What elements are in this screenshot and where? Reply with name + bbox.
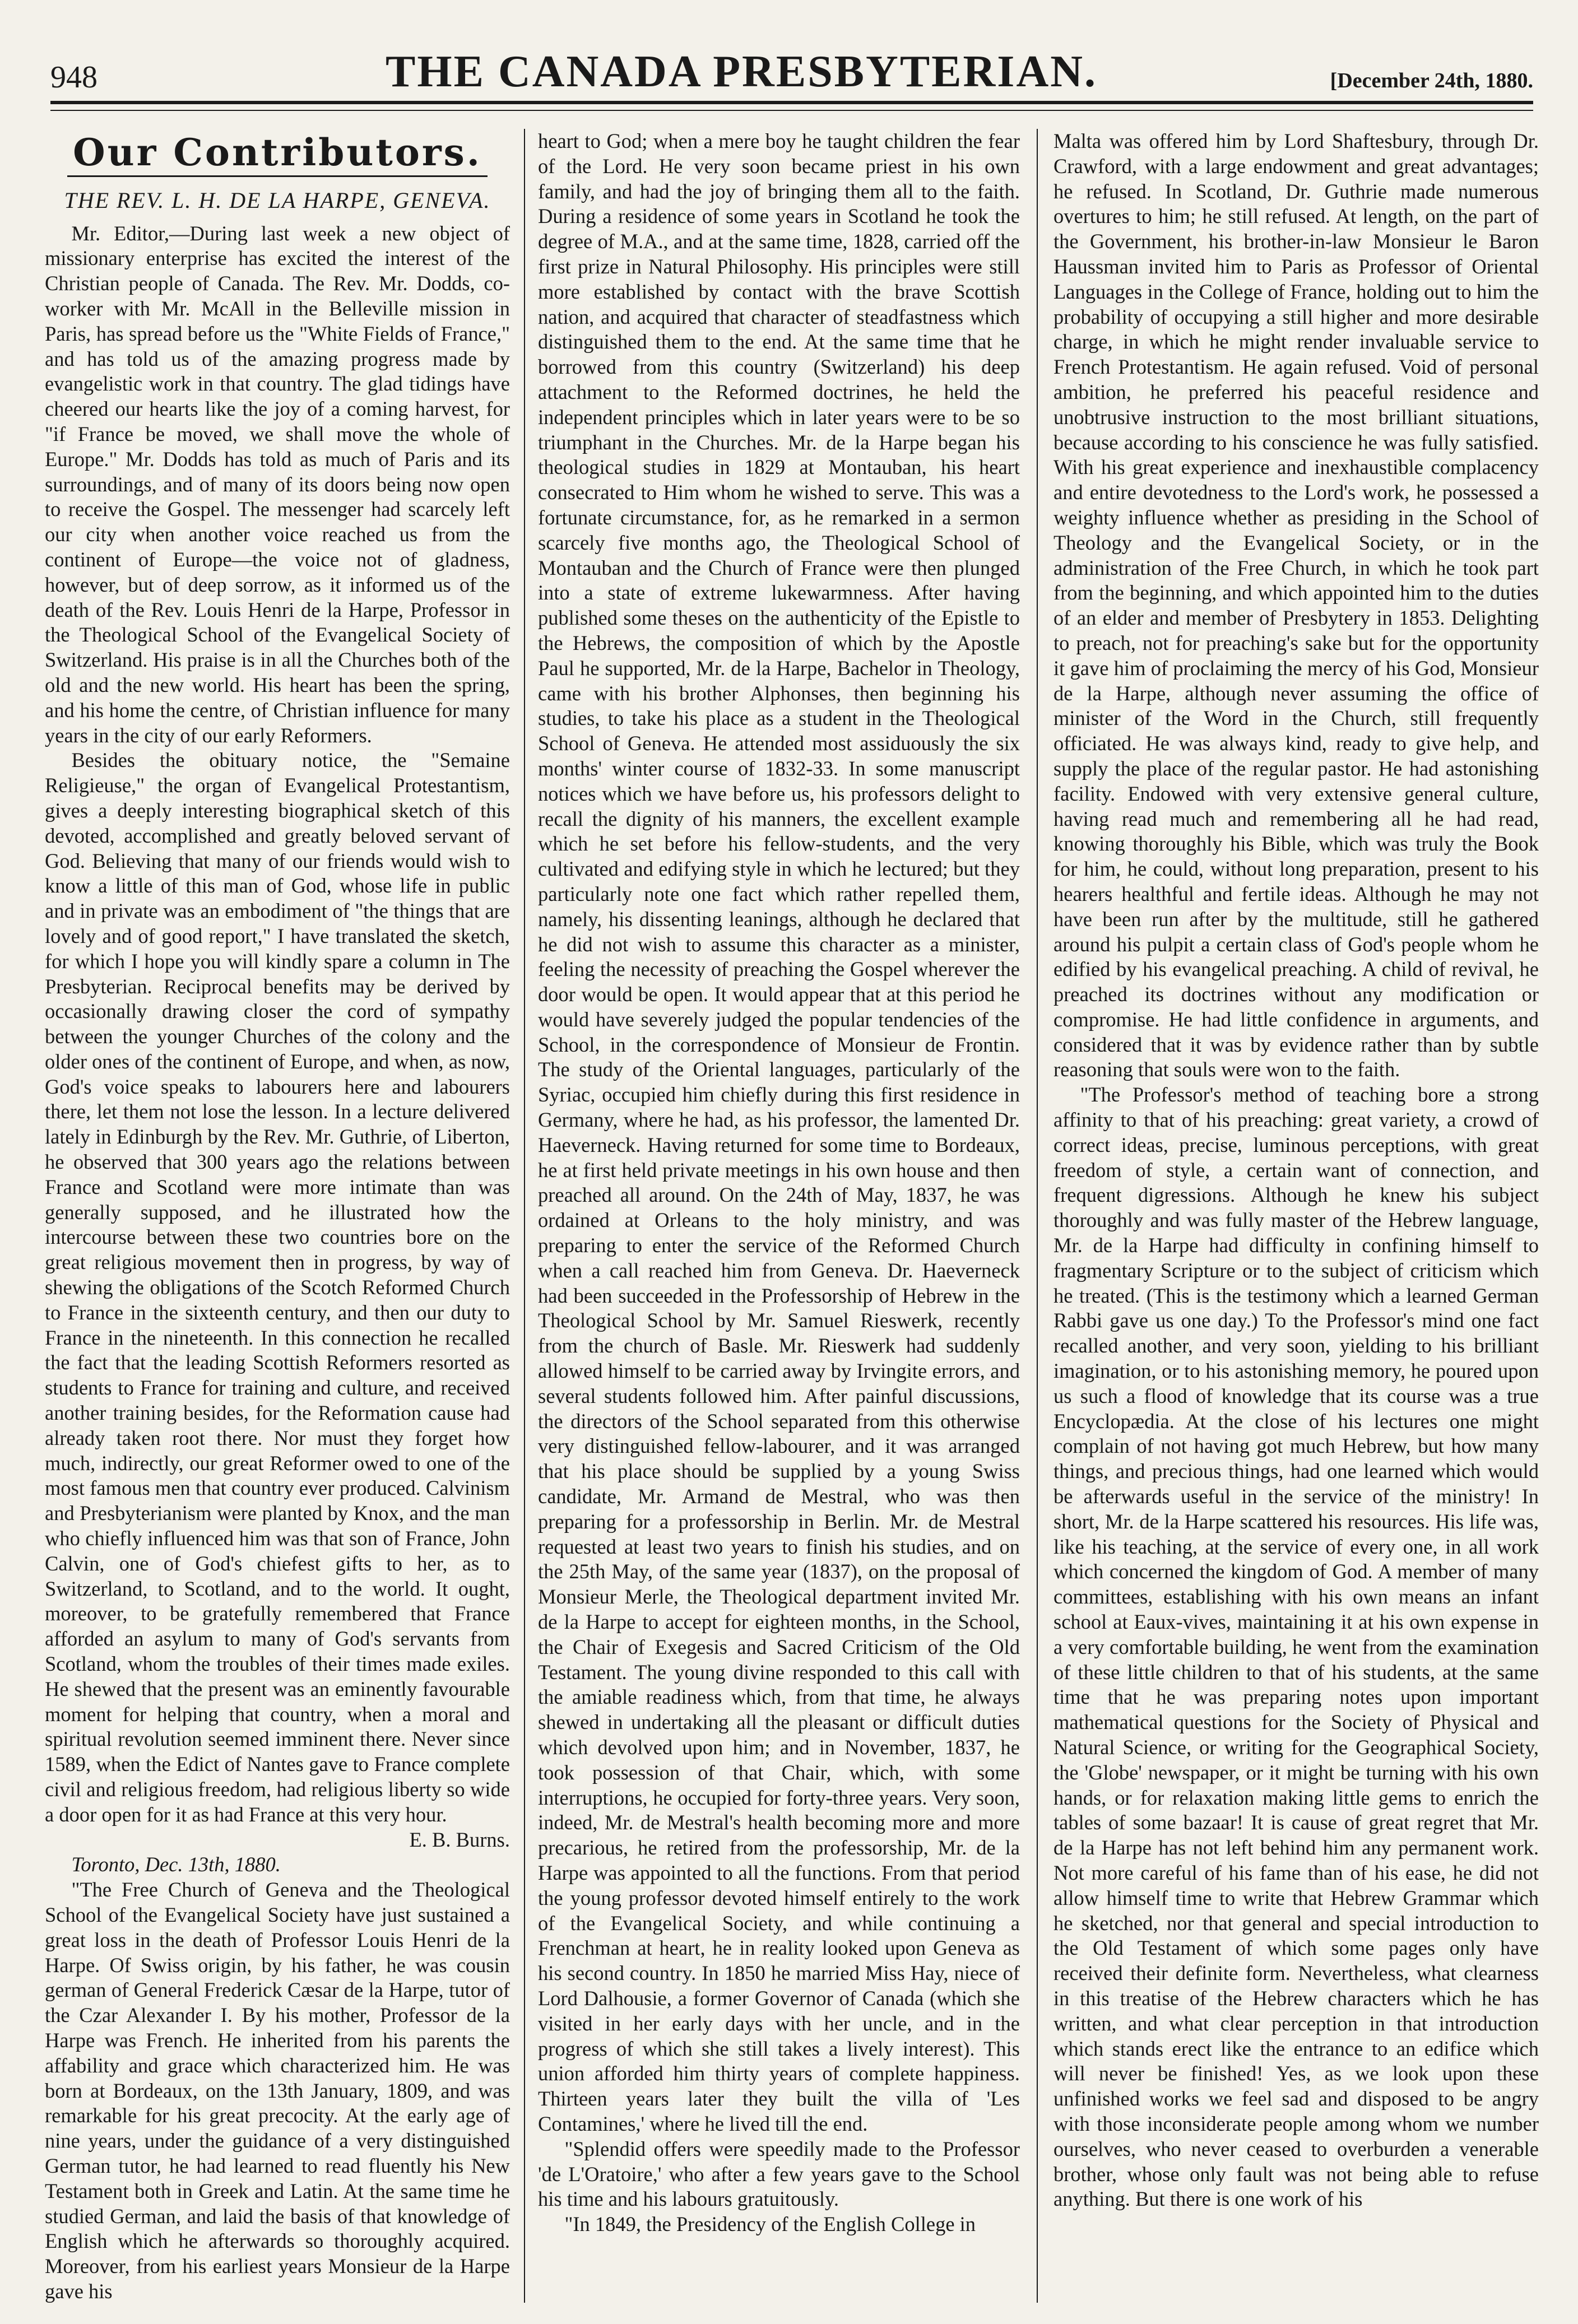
article-paragraph: "The Professor's method of teaching bore a strong affinity to that of his preaching: great variety, a crowd of correct ideas, precise, luminous perceptions, with great freedom of style, a certain want of connection, and frequent digressions. Although he knew his subject thoroughly and was fully master of the Hebrew language, Mr. de la Harpe had difficulty in confining himself to fragmentary Scripture or to the subject of criticism which he treated. (This is the testimony which a learned German Rabbi gave us one day.) To the Professor's mind one fact recalled another, and very soon, yielding to his brilliant imagination, or to his astonishing memory, he poured upon us such a flood of knowledge that its course was a true Encyclopædia. At the close of his lectures one might complain of not having got much Hebrew, but how many things, and precious things, had one learned which would be afterwards useful in the service of the ministry! In short, Mr. de la Harpe scattered his resources. His life was, like his teaching, at the service of every one, in all work which concerned the kingdom of God. A member of many committees, establishing with his own means an infant school at Eaux-vives, maintaining it at his own expense in a very comfortable building, he went from the examination of these little children to that of his students, at the same time that he was preparing notes upon important mathematical questions for the Society of Physical and Natural Science, or writing for the Geographical Society, the 'Globe' newspaper, or it might be turning with his own hands, or for relaxation making little gems to enrich the tables of some bazaar! It is cause of great regret that Mr. de la Harpe has not left behind him any permanent work. Not more careful of his fame than of his ease, he did not allow himself time to write that Hebrew Grammar which he sketched, nor that general and special introduction to the Old Testament of which some pages only have received their definite form. Nevertheless, what clearness in this treatise of the Hebrew characters which he has written, and what clear perception in that introduction which stands erect like the entrance to an edifice which will never be finished! Yes, as we look upon these unfinished works we feel sad and disposed to be angry with those inconsiderate people among whom we number ourselves, who never ceased to overburden a venerable brother, whose only fault was not being able to refuse anything. But there is one work of his — [1053, 1083, 1539, 2211]
article-paragraph: "In 1849, the Presidency of the English College in — [564, 2213, 976, 2236]
masthead — [50, 34, 1533, 104]
column-2 — [538, 129, 1020, 2303]
column-1 — [45, 129, 510, 2303]
article-paragraph: heart to God; when a mere boy he taught children the fear of the Lord. He very soon became priest in his own family, and had the joy of bringing them all to the faith. During a residence of some years in Scotland he took the degree of M.A., and at the same time, 1828, carried off the first prize in Natural Philosophy. His principles were still more established by contact with the brave Scottish nation, and acquired that character of steadfastness which distinguished them to the end. At the same time that he borrowed from this country (Switzerland) his deep attachment to the Reformed doctrines, he held the independent principles which in later years were to be so triumphant in the Churches. Mr. de la Harpe began his theological studies in 1829 at Montauban, his heart consecrated to Him whom he wished to serve. This was a fortunate circumstance, for, as he remarked in a sermon scarcely five months ago, the Theological School of Montauban and the Church of France were then plunged into a state of extreme lukewarmness. After having published some theses on the authenticity of the Epistle to the Hebrews, the composition of which by the Apostle Paul he supported, Mr. de la Harpe, Bachelor in Theology, came with his brother Alphonses, then beginning his studies, to take his place as a student in the Theological School of Geneva. He attended most assiduously the six months' winter course of 1832-33. In some manuscript notices which we have before us, his professors delight to recall the dignity of his manners, the excellent example which he set before his fellow-students, and the very cultivated and edifying style in which he lectured; but they particularly note one fact which rather repelled them, namely, his dissenting leanings, although he declared that he did not wish to assume this character as a minister, feeling the necessity of preaching the Gospel wherever the door would be open. It would appear that at this period he would have severely judged the popular tendencies of the School, in the correspondence of Monsieur de Frontin. The study of the Oriental languages, particularly of the Syriac, occupied him chiefly during this first residence in Germany, where he had, as his professor, the lamented Dr. Haeverneck. Having returned for some time to Bordeaux, he at first held private meetings in his own house and then preached all around. On the 24th of May, 1837, he was ordained at Orleans to the holy ministry, and was preparing to enter the service of the Reformed Church when a call reached him from Geneva. Dr. Haeverneck had been succeeded in the Professorship of Hebrew in the Theological School by Mr. Samuel Rieswerk, recently from the church of Basle. Mr. Rieswerk had suddenly allowed himself to be carried away by Irvingite errors, and several students followed him. After painful discussions, the directors of the School separated from this otherwise very distinguished fellow-labourer, and it was arranged that his place should be supplied by a young Swiss candidate, Mr. Armand de Mestral, who was then preparing for a professorship in Berlin. Mr. de Mestral requested at least two years to finish his studies, and on the 25th May, of the same year (1837), on the proposal of Monsieur Merle, the Theological department invited Mr. de la Harpe to accept for eighteen months, in the School, the Chair of Exegesis and Sacred Criticism of the Old Testament. The young divine responded to this call with the amiable readiness which, from that time, he always shewed in undertaking all the pleasant or difficult duties which devolved upon him; and in November, 1837, he took possession of that Chair, which, with some interruptions, he occupied for forty-three years. Very soon, indeed, Mr. de Mestral's health becoming more and more precarious, he retired from the professorship, Mr. de la Harpe was appointed to all the functions. From that period the young professor devoted himself entirely to the work of the Evangelical Society, and while continuing a Frenchman at heart, he in reality looked upon Geneva as his second country. In 1850 he married Miss Hay, niece of Lord Dalhousie, a former Governor of Canada (which she visited in her early days with her uncle, and in the progress of which she still takes a lively interest). This union afforded him thirty years of complete happiness. Thirteen years later they built the villa of 'Les Contamines,' where he lived till the end. — [538, 129, 1020, 2135]
article-paragraph: Malta was offered him by Lord Shaftesbury, through Dr. Crawford, with a large endowment and great advantages; he refused. In Scotland, Dr. Guthrie made numerous overtures to him; he still refused. At length, on the part of the Government, his brother-in-law Monsieur le Baron Haussman invited him to Paris as Professor of Oriental Languages in the College of France, holding out to him the probability of occupying a still higher and more desirable charge, in which he might render invaluable service to French Protestantism. He again refused. Void of personal ambition, he preferred his peaceful residence and unobtrusive instruction to the most brilliant situations, because according to his conscience he was fully satisfied. With his great experience and inexhaustible complacency and entire devotedness to the Lord's work, he possessed a weighty influence whether as presiding in the School of Theology and the Evangelical Society, or in the administration of the Free Church, in which he took part from the beginning, and which appointed him to the duties of an elder and member of Presbytery in 1853. Delighting to preach, not for preaching's sake but for the opportunity it gave him of proclaiming the mercy of his God, Monsieur de la Harpe, although never assuming the office of minister of the Word in the Church, still frequently officiated. He was always kind, ready to give help, and supply the place of the regular pastor. He had astonishing facility. Endowed with very extensive general culture, having read much and remembering all he had read, knowing thoroughly his Bible, which was truly the Book for him, he could, without long preparation, present to his hearers healthful and fertile ideas. Although he may not have been run after by the multitude, still he gathered around his pulpit a certain class of God's people whom he edified by his evangelical preaching. A child of revival, he preached its doctrines without any modification or compromise. He had little confidence in arguments, and considered that it was by evidence rather than by subtle reasoning that souls were won to the faith. — [1053, 129, 1539, 1081]
page-number: 948 — [50, 60, 98, 95]
article-paragraph: Mr. Editor,—During last week a new object of missionary enterprise has excited the interest of the Christian people of Canada. The Rev. Mr. Dodds, co-worker with Mr. McAll in the Belleville mission in Paris, has spread before us the "White Fields of France," and has told us of the amazing progress made by evangelistic work in that country. The glad tidings have cheered our hearts like the joy of a coming harvest, for "if France be moved, we shall move the whole of Europe." Mr. Dodds has told as much of Paris and its surroundings, and of many of its doors being now open to receive the Gospel. The messenger had scarcely left our city when another voice reached us from the continent of Europe—the voice not of gladness, however, but of deep sorrow, as it informed us of the death of the Rev. Louis Henri de la Harpe, Professor in the Theological School of the Evangelical Society of Switzerland. His praise is in all the Churches both of the old and the new world. His heart has been the spring, and his home the centre, of Christian influence for many years in the city of our early Reformers. — [45, 221, 510, 747]
issue-date: [December 24th, 1880. — [1330, 69, 1533, 92]
article-paragraph: Besides the obituary notice, the "Semaine Religieuse," the organ of Evangelical Protestantism, gives a deeply interesting biographical sketch of this devoted, accomplished and greatly beloved servant of God. Believing that many of our friends would wish to know a little of this man of God, whose life in public and in private was an embodiment of "the things that are lovely and of good report," I have translated the sketch, for which I hope you will kindly spare a column in The Presbyterian. Reciprocal benefits may be derived by occasionally drawing closer the cord of sympathy between the younger Churches of the colony and the older ones of the continent of Europe, and when, as now, God's voice speaks to labourers here and labourers there, let them not lose the lesson. In a lecture delivered lately in Edinburgh by the Rev. Mr. Guthrie, of Liberton, he observed that 300 years ago the relations between France and Scotland were more intimate than was generally supposed, and he illustrated how the intercourse between these two countries bore on the great religious movement then in progress, by way of shewing the obligations of the Scotch Reformed Church to France in the sixteenth century, and then our duty to France in the nineteenth. In this connection he recalled the fact that the leading Scottish Reformers resorted as students to France for training and culture, and received another training besides, for the Reformation cause had already taken root there. Nor must they forget how much, indirectly, our great Reformer owed to one of the most famous men that country ever produced. Calvinism and Presbyterianism were planted by Knox, and the man who chiefly influenced him was that son of France, John Calvin, one of God's chiefest gifts to her, as to Switzerland, to Scotland, and to the world. It ought, moreover, to be gratefully remembered that France afforded an asylum to many of God's servants from Scotland, whom the troubles of their times made exiles. He shewed that the present was an eminently favourable moment for helping that country, when a moral and spiritual revolution seemed imminent there. Never since 1589, when the Edict of Nantes gave to France complete civil and religious freedom, had religious liberty so wide a door open for it as had France at this very hour. — [45, 749, 510, 1826]
article-title: THE REV. L. H. DE LA HARPE, GENEVA. — [64, 187, 491, 213]
column-divider — [524, 129, 525, 2303]
author-signature: E. B. Burns. — [409, 1828, 510, 1851]
article-paragraph: "Splendid offers were speedily made to the Professor 'de L'Oratoire,' who after a few years gave to the School his time and his labours gratuitously. — [538, 2137, 1020, 2211]
dateline: Toronto, Dec. 13th, 1880. — [71, 1853, 281, 1876]
column-3 — [1053, 129, 1539, 2303]
section-heading: Our Contributors. — [73, 131, 482, 174]
article-paragraph: "The Free Church of Geneva and the Theological School of the Evangelical Society have just sustained a great loss in the death of Professor Louis Henri de la Harpe. Of Swiss origin, by his father, he was cousin german of General Frederick Cæsar de la Harpe, tutor of the Czar Alexander I. By his mother, Professor de la Harpe was French. He inherited from his parents the affability and grace which characterized him. He was born at Bordeaux, on the 13th January, 1809, and was remarkable for his great precocity. At the early age of nine years, under the guidance of a very distinguished German tutor, he had learned to read fluently his New Testament both in Greek and Latin. At the same time he studied German, and laid the basis of that knowledge of English which he afterwards so thoroughly acquired. Moreover, from his earliest years Monsieur de la Harpe gave his — [45, 1878, 510, 2303]
column-divider — [1037, 129, 1038, 2303]
masthead-rule — [50, 110, 1533, 111]
newspaper-title: THE CANADA PRESBYTERIAN. — [386, 47, 1097, 96]
heading-rule — [67, 175, 488, 177]
